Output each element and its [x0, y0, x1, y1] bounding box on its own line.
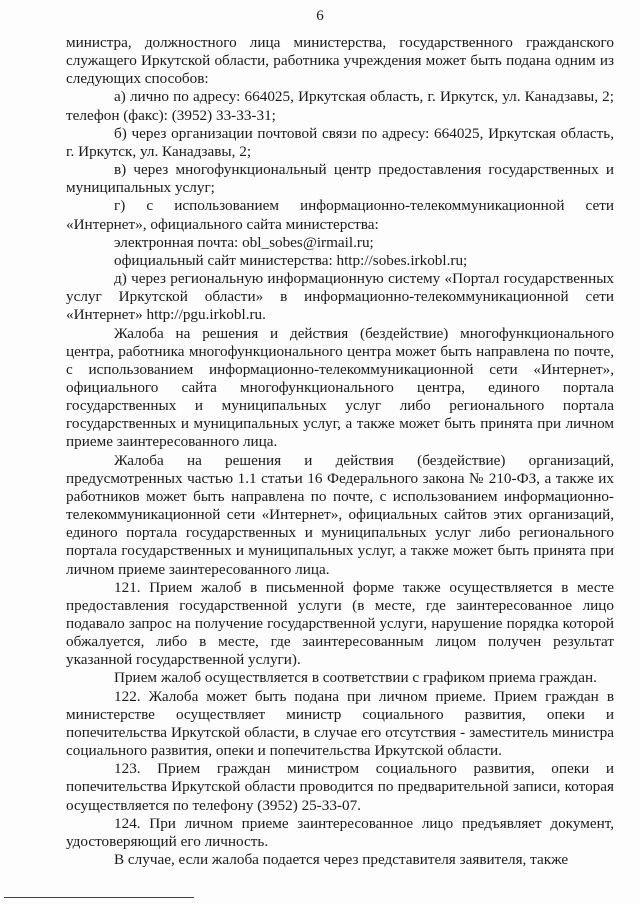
paragraph-option-v: в) через многофункциональный центр предоставления государственных и муниципальных услуг; [66, 161, 614, 197]
paragraph-organizations-complaint: Жалоба на решения и действия (бездействие) организаций, предусмотренных частью 1.1 статьи 16 Федерального закона № 210-ФЗ, а также их работников может быть направлена по почте, с использованием информационно-телекоммуникационной сети «Интернет», официальных сайтов этих организаций, единого портала государственных и муниципальных услуг либо регионального портала государственных и муниципальных услуг, а также может быть принята при личном приеме заинтересованного лица. [66, 451, 614, 578]
paragraph-option-g: г) с использованием информационно-телекоммуникационной сети «Интернет», официального сайта министерства: [66, 197, 614, 233]
paragraph-website: официальный сайт министерства: http://sobes.irkobl.ru; [114, 251, 468, 269]
paragraph-122: 122. Жалоба может быть подана при личном приеме. Прием граждан в министерстве осуществляет министр социального развития, опеки и попечительства Иркутской области, в случае его отсутствия - заместитель министра социального развития, опеки и попечительства Иркутской области. [66, 687, 614, 760]
paragraph-121: 121. Прием жалоб в письменной форме также осуществляется в месте предоставления государственной услуги (в месте, где заинтересованное лицо подавало запрос на получение государственной услуги, нарушение порядка которой обжалуется, либо в месте, где заинтересованным лицом получен результат указанной государственной услуги). [66, 578, 614, 669]
paragraph-representative: В случае, если жалоба подается через представителя заявителя, также [114, 851, 569, 869]
paragraph-124: 124. При личном приеме заинтересованное лицо предъявляет документ, удостоверяющий его личность. [66, 814, 614, 850]
footer-divider [4, 897, 194, 898]
document-body [66, 34, 614, 869]
paragraph-intro: министра, должностного лица министерства, государственного гражданского служащего Иркутской области, работника учреждения может быть подана одним из следующих способов: [66, 34, 614, 88]
paragraph-mfc-complaint: Жалоба на решения и действия (бездействие) многофункционального центра, работника многофункционального центра может быть направлена по почте, с использованием информационно-телекоммуникационной сети «Интернет», официального сайта многофункционального центра, единого портала государственных и муниципальных услуг либо регионального портала государственных и муниципальных услуг, а также может быть принята при личном приеме заинтересованного лица. [66, 324, 614, 451]
paragraph-schedule: Прием жалоб осуществляется в соответствии с графиком приема граждан. [114, 669, 597, 687]
page-number: 6 [316, 8, 324, 24]
paragraph-123: 123. Прием граждан министром социального развития, опеки и попечительства Иркутской области проводится по предварительной записи, которая осуществляется по телефону (3952) 25-33-07. [66, 760, 614, 814]
paragraph-option-d: д) через региональную информационную систему «Портал государственных услуг Иркутской области» в информационно-телекоммуникационной сети «Интернет» http://pgu.irkobl.ru. [66, 270, 614, 324]
paragraph-option-b: б) через организации почтовой связи по адресу: 664025, Иркутская область, г. Иркутск, ул. Канадзавы, 2; [66, 124, 614, 160]
paragraph-email: электронная почта: obl_sobes@irmail.ru; [114, 233, 374, 251]
paragraph-option-a: а) лично по адресу: 664025, Иркутская область, г. Иркутск, ул. Канадзавы, 2; телефон (факс): (3952) 33-33-31; [66, 88, 614, 124]
